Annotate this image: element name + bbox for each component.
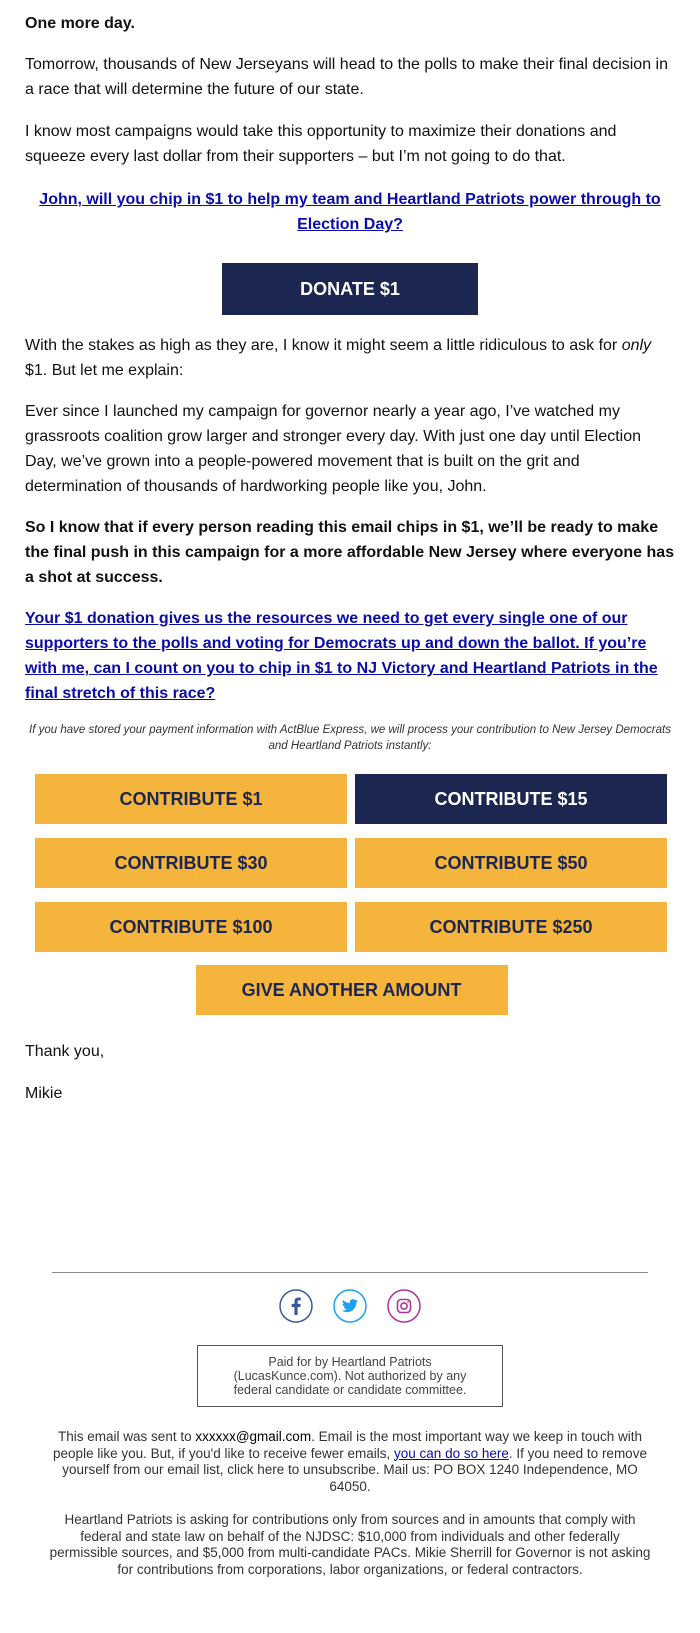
chip-in-link[interactable]: John, will you chip in $1 to help my team and Heartland Patriots power through to Election Day? [39, 191, 661, 233]
facebook-icon[interactable] [279, 1289, 313, 1323]
footer-contribution-disclaimer: Heartland Patriots is asking for contributions only from sources and in amounts that comply with federal and state law on behalf of the NJDSC: $10,000 from individuals and other federally permissible sources, and $5,000 from multi-candidate PACs. Mikie Sherrill for Governor is not asking for contributions from corporations, labor organizations, or federal contractors. [49, 1512, 651, 1577]
paid-for-disclaimer-box: Paid for by Heartland Patriots (LucasKunce.com). Not authorized by any federal candidate or candidate committee. [197, 1345, 503, 1407]
contribute-250-button[interactable]: CONTRIBUTE $250 [355, 902, 667, 952]
contribute-50-button[interactable]: CONTRIBUTE $50 [355, 838, 667, 888]
lead-heading: One more day. [25, 15, 135, 32]
paragraph-campaigns: I know most campaigns would take this opportunity to maximize their donations and squeeze every last dollar from their supporters – but I’m not going to do that. [25, 123, 617, 165]
paragraph-tomorrow: Tomorrow, thousands of New Jerseyans will head to the polls to make their final decision in a race that will determine the future of our state. [25, 56, 668, 98]
paragraph-final-push: So I know that if every person reading this email chips in $1, we’ll be ready to make the final push in this campaign for a more affordable New Jersey where everyone has a shot at success. [25, 519, 675, 586]
email-content [0, 12, 700, 237]
donate-button[interactable]: DONATE $1 [222, 263, 478, 315]
thank-you-text: Thank you, [25, 1043, 105, 1060]
give-another-amount-button[interactable]: GIVE ANOTHER AMOUNT [196, 965, 508, 1015]
footer-sent-a: This email was sent to [58, 1429, 196, 1444]
stakes-text-a: With the stakes as high as they are, I know it might seem a little ridiculous to ask for [25, 337, 622, 354]
signature-name: Mikie [25, 1085, 63, 1102]
give-another-wrap [0, 965, 700, 1015]
donation-resources-link[interactable]: Your $1 donation gives us the resources we need to get every single one of our supporters to the polls and voting for Democrats up and down the ballot. If you’re with me, can I count on you to chip in $1 to NJ Victory and Heartland Patriots in the final stretch of this race? [25, 610, 658, 702]
donate-wrap [0, 263, 700, 315]
fewer-emails-link[interactable]: you can do so here [394, 1445, 509, 1461]
footer-sent-to [48, 1429, 652, 1495]
recipient-email: xxxxxx@gmail.com [195, 1429, 312, 1444]
email-content-2 [0, 333, 700, 706]
stakes-text-b: $1. But let me explain: [25, 362, 184, 379]
footer-divider [52, 1272, 648, 1273]
stakes-emphasis: only [621, 337, 652, 354]
contribute-30-button[interactable]: CONTRIBUTE $30 [35, 838, 347, 888]
contribute-100-button[interactable]: CONTRIBUTE $100 [35, 902, 347, 952]
paragraph-stakes [25, 333, 675, 383]
contribute-1-button[interactable]: CONTRIBUTE $1 [35, 774, 347, 824]
social-icons [0, 1289, 700, 1323]
signoff [0, 1040, 700, 1106]
spacer [0, 1106, 700, 1272]
twitter-icon[interactable] [333, 1289, 367, 1323]
contribute-grid [35, 774, 667, 952]
footer-sent-b: . Email is the most important way we keep in touch with people like you. But, if you'd like to receive fewer emails, [53, 1429, 642, 1461]
paragraph-grassroots: Ever since I launched my campaign for governor nearly a year ago, I’ve watched my grassroots coalition grow larger and stronger every day. With just one day until Election Day, we’ve grown into a people-powered movement that is built on the grit and determination of thousands of hardworking people like you, John. [25, 403, 642, 495]
footer-sent-c: . If you need to remove yourself from our email list, click here to unsubscribe. Mail us: PO BOX 1240 Independence, MO 64050. [62, 1445, 647, 1494]
instagram-icon[interactable] [387, 1289, 421, 1323]
email-body [0, 12, 700, 1578]
contribute-15-button[interactable]: CONTRIBUTE $15 [355, 774, 667, 824]
actblue-express-note: If you have stored your payment information with ActBlue Express, we will process your contribution to New Jersey Democrats and Heartland Patriots instantly: [29, 724, 671, 752]
